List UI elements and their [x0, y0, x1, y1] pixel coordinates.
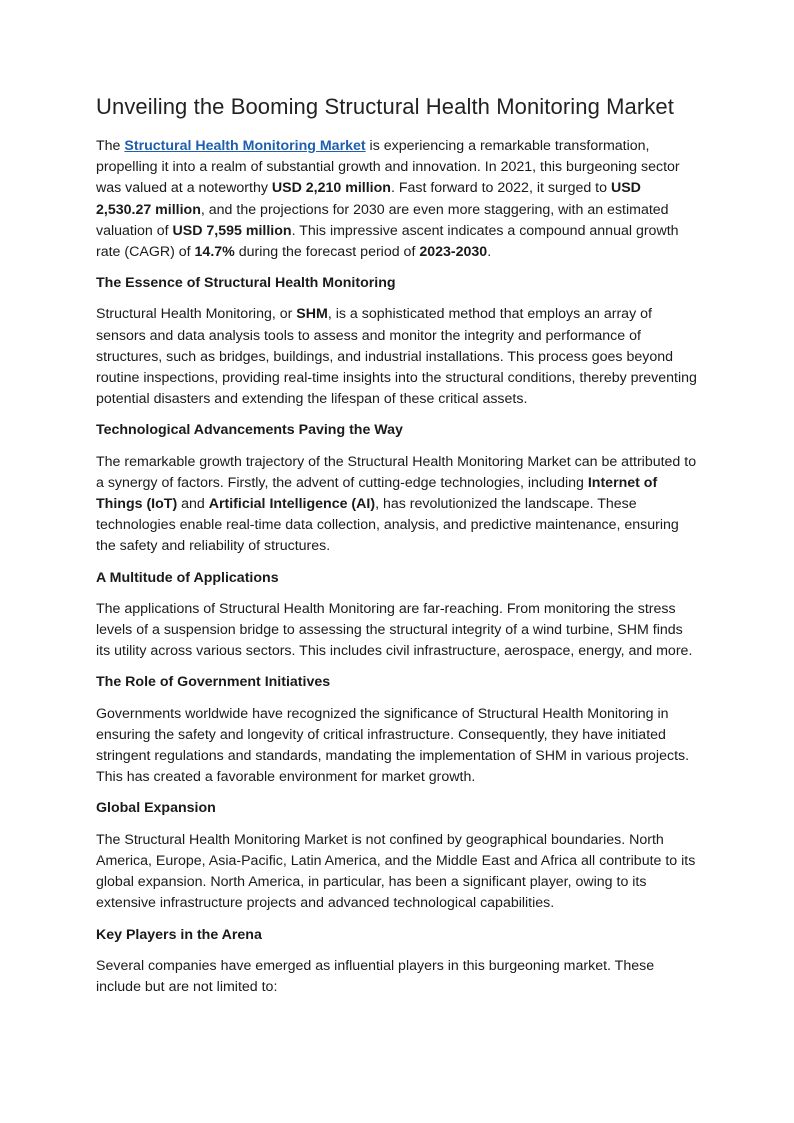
document-page [96, 92, 700, 1008]
tech-text-1: The remarkable growth trajectory of the Structural Health Monitoring Market can be attributed to a synergy of factors. Firstly, the advent of cutting-edge technologies, including [96, 453, 697, 491]
section-paragraph-applications: The applications of Structural Health Monitoring are far-reaching. From monitoring the stress levels of a suspension bridge to assessing the structural integrity of a wind turbine, SHM finds its utility across various sectors. This includes civil infrastructure, aerospace, energy, and more. [96, 600, 693, 660]
value-2021: USD 2,210 million [271, 180, 391, 197]
shm-acronym: SHM [296, 306, 328, 323]
intro-text-5: . This impressive ascent indicates a compound annual growth rate (CAGR) of [96, 222, 679, 261]
ai-term: Artificial Intelligence (AI) [208, 496, 376, 513]
intro-paragraph [96, 136, 700, 263]
intro-text-3: . Fast forward to 2022, it surged to [390, 180, 611, 197]
section-heading-government: The Role of Government Initiatives [96, 674, 331, 691]
section-heading-applications: A Multitude of Applications [96, 569, 279, 586]
section-heading-global: Global Expansion [96, 800, 216, 817]
section-paragraph-government: Governments worldwide have recognized the significance of Structural Health Monitoring in ensuring the safety and longevity of critical infrastructure. Consequently, they have initiated stringent regulations and standards, mandating the implementation of SHM in various projects. This has created a favorable environment for market growth. [96, 705, 690, 786]
cagr-value: 14.7% [194, 244, 235, 261]
intro-text-6: during the forecast period of [234, 244, 420, 261]
section-paragraph-technology [96, 452, 700, 558]
section-heading-key-players: Key Players in the Arena [96, 926, 262, 943]
section-heading-technology: Technological Advancements Paving the Way [96, 422, 403, 439]
essence-text-2: , is a sophisticated method that employs an array of sensors and data analysis tools to assess and monitor the integrity and performance of structures, such as bridges, buildings, and industrial installations. This process goes beyond routine inspections, providing real-time insights into the structural conditions, thereby preventing potential disasters and extending the lifespan of these critical assets. [96, 306, 697, 408]
intro-text-7: . [487, 244, 492, 261]
intro-text-1: The [96, 138, 125, 154]
essence-text-1: Structural Health Monitoring, or [96, 306, 297, 323]
value-2022: USD 2,530.27 million [96, 180, 641, 218]
value-2030: USD 7,595 million [172, 222, 292, 239]
tech-text-3: , has revolutionized the landscape. These technologies enable real-time data collection, analysis, and predictive maintenance, ensuring the safety and reliability of structures. [96, 496, 679, 555]
market-link[interactable]: Structural Health Monitoring Market [124, 138, 366, 154]
iot-term: Internet of Things (IoT) [96, 474, 658, 513]
section-paragraph-key-players: Several companies have emerged as influential players in this burgeoning market. These include but are not limited to: [96, 957, 655, 995]
intro-text-4: , and the projections for 2030 are even more staggering, with an estimated valuation of [96, 201, 669, 239]
section-paragraph-essence [96, 304, 700, 410]
section-paragraph-global: The Structural Health Monitoring Market is not confined by geographical boundaries. North America, Europe, Asia-Pacific, Latin America, and the Middle East and Africa all contribute to its global expansion. North America, in particular, has been a significant player, owing to its extensive infrastructure projects and advanced technological capabilities. [96, 831, 696, 912]
intro-text-2: is experiencing a remarkable transformation, propelling it into a realm of substantial growth and innovation. In 2021, this burgeoning sector was valued at a noteworthy [96, 138, 680, 197]
section-heading-essence: The Essence of Structural Health Monitoring [96, 275, 396, 292]
document-title: Unveiling the Booming Structural Health Monitoring Market [96, 94, 674, 119]
forecast-period: 2023-2030 [419, 244, 488, 261]
tech-text-2: and [177, 496, 209, 513]
